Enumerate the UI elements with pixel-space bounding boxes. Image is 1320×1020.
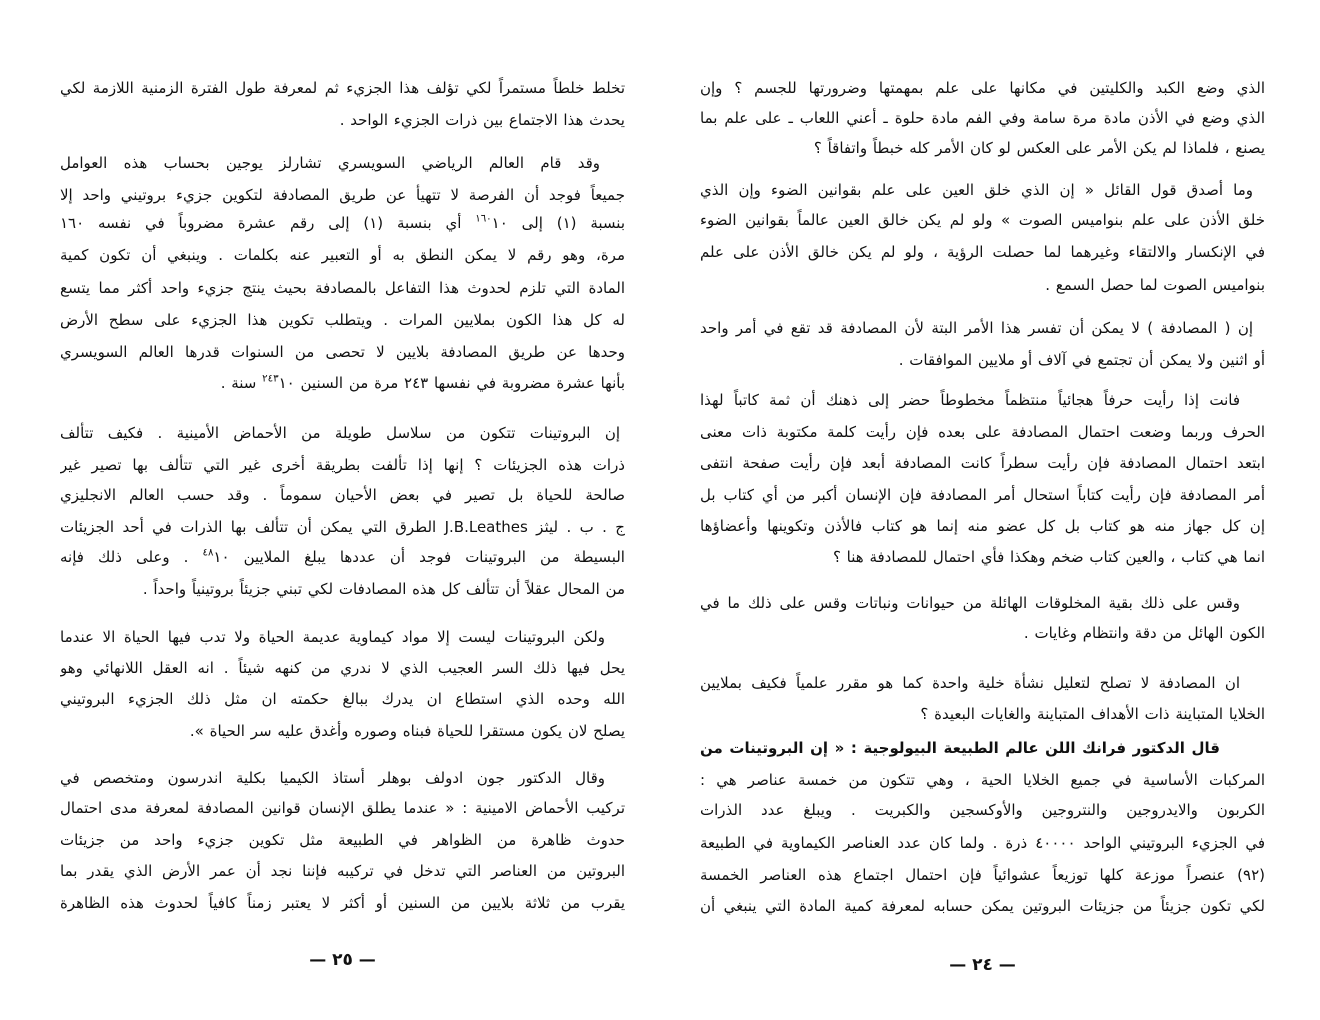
text-line (60, 368, 625, 398)
text-line (60, 208, 625, 238)
text-line: انما هي كتاب ، والعين كتاب ضخم وهكذا فأي احتمال للمصادفة هنا ؟ (832, 548, 1265, 566)
text-line: المادة التي تلزم لحدوث هذا التفاعل بالمصادفة بحيث ينتج جزيء واحد أكثر مما يتسع (60, 279, 625, 297)
text-line: صالحة للحياة بل تصير في بعض الأحيان سموماً . وقد حسب العالم الانجليزي (60, 486, 625, 504)
text-segment: البسيطة من البروتينات فوجد أن عددها يبلغ الملايين (243, 548, 625, 566)
text-line: الله وحده الذي استطاع ان يدرك ببالغ حكمته ان مثل ذلك الجزيء البروتيني (60, 690, 625, 708)
text-line: الكربون والايدروجين والنتروجين والأوكسجين والكبريت . ويبلغ عدد الذرات (700, 801, 1265, 819)
text-line: الكون الهائل من دقة وانتظام وغايات . (1023, 624, 1265, 642)
text-line: قال الدكتور فرانك اللن عالم الطبيعة البيولوجية : « إن البروتينات من (700, 739, 1220, 757)
text-line: تركيب الأحماض الامينية : « عندما يطلق الإنسان قوانين المصادفة لمعرفة مدى احتمال (60, 799, 625, 817)
text-segment: سنة . (220, 374, 257, 392)
text-line: الذي وضع الكبد والكليتين في مكانها على علم بمهمتها وضرورتها للجسم ؟ وإن (700, 79, 1265, 97)
text-line: فانت إذا رأيت حرفاً هجائياً منتظماً مخطوطاً حضر إلى ذهنك أن ثمة كاتباً لهذا (700, 391, 1240, 409)
text-line: حدوث ظاهرة من الظواهر في الطبيعة مثل تكوين جزيء واحد من جزيئات (60, 831, 625, 849)
text-line: لكي تكون جزيئاً من جزيئات البروتين يمكن حسابه لمعرفة كمية المادة التي ينبغي أن (700, 897, 1265, 915)
text-segment: بنسبة (١) إلى (521, 214, 625, 232)
exponent: ٢٤٣ (262, 373, 279, 385)
text-line: المركبات الأساسية في جميع الخلايا الحية ، وهي تتكون من خمسة عناصر هي : (700, 771, 1265, 789)
text-line: من المحال عقلاً أن تتألف كل هذه المصادفات لكي تبني جزيئاً بروتينياً واحداً . (142, 580, 625, 598)
text-line: له كل هذا الكون بملايين المرات . ويتطلب تكوين هذا الجزيء على سطح الأرض (60, 311, 625, 329)
exponent-base: ١٠ (278, 374, 295, 392)
text-line: أمر المصادفة فإن رأيت كتاباً استحال أمر المصادفة فإن الإنسان أكبر من أي كتاب بل (700, 486, 1265, 504)
left-page (60, 0, 625, 1020)
page-number: — ٢٤ — (949, 955, 1016, 975)
text-line: مرة، وهو رقم لا يمكن النطق به أو التعبير عنه بكلمات . وينبغي أن تكون كمية (60, 246, 625, 264)
text-line: إن كل جهاز منه هو كتاب بل كل عضو منه إنما هو كتاب فالأذن وتكوينها وأعضاؤها (700, 517, 1265, 535)
exponent: ١٦٠ (475, 213, 492, 225)
text-line: وما أصدق قول القائل « إن الذي خلق العين على علم بقوانين الضوء وإن الذي (700, 181, 1253, 199)
text-line: وقد قام العالم الرياضي السويسري تشارلز يوجين بحساب هذه العوامل (60, 154, 600, 172)
exponent: ٤٨ (202, 547, 214, 559)
text-line: ابتعد احتمال المصادفة فإن رأيت سطراً كانت المصادفة أبعد فإن رأيت صفحة انتفى (700, 454, 1265, 472)
exponent-base: ١٠ (213, 548, 230, 566)
text-line: البروتين من العناصر التي تدخل في تركيبه فإننا نجد أن عمر الأرض الذي يقدر بما (60, 862, 625, 880)
text-line: خلق الأذن على علم بنواميس الصوت » ولو لم يكن خالق العين عالماً بقوانين الضوء (700, 211, 1265, 229)
text-line: إن ( المصادفة ) لا يمكن أن تفسر هذا الأمر البتة لأن المصادفة قد تقع في أمر واحد (700, 319, 1253, 337)
right-page (700, 0, 1265, 1020)
text-line: وحدها عن طريق المصادفة بلايين لا تحصى من السنوات قدرها العالم السويسري (60, 343, 625, 361)
text-line: في الجزيء البروتيني الواحد ٤٠٠٠٠ ذرة . ولما كان عدد العناصر الكيماوية في الطبيعة (700, 834, 1265, 852)
page-number: — ٢٥ — (309, 950, 376, 970)
text-line (60, 542, 625, 572)
text-line: يحل فيها ذلك السر العجيب الذي لا ندري من كنهه شيئاً . انه العقل اللانهائي وهو (60, 659, 625, 677)
text-segment: بأنها عشرة مضروبة في نفسها ٢٤٣ مرة من السنين (300, 374, 625, 392)
text-line: يقرب من ثلاثة بلايين من السنين أو أكثر لا يعتبر زمناً كافياً لحدوث هذه الظاهرة (60, 894, 625, 912)
text-line: في الإنكسار والالتقاء وغيرهما لما حصلت الرؤية ، ولو لم يكن خالق الأذن على علم (700, 243, 1265, 261)
text-line: جميعاً فوجد أن الفرصة لا تتهيأ عن طريق المصادفة لتكوين جزيء بروتيني واحد إلا (60, 186, 625, 204)
text-line: ج . ب . ليثز J.B.Leathes الطرق التي يمكن أن تتألف بها الذرات في أحد الجزيئات (60, 518, 625, 536)
text-line: يصنع ، فلماذا لم يكن الأمر على العكس لو كان الأمر كله خبطاً واتفاقاً ؟ (813, 139, 1265, 157)
text-line: الحرف وربما وضعت احتمال المصادفة على بعده فإن رأيت كلمة مكتوبة ذات معنى (700, 423, 1265, 441)
text-line: تخلط خلطاً مستمراً لكي تؤلف هذا الجزيء ثم لمعرفة طول الفترة الزمنية اللازمة لكي (60, 79, 625, 97)
text-line: الخلايا المتباينة ذات الأهداف المتباينة والغايات البعيدة ؟ (920, 705, 1265, 723)
text-line: يحدث هذا الاجتماع بين ذرات الجزيء الواحد . (339, 111, 625, 129)
text-line: أو اثنين ولا يمكن أن تجتمع في آلاف أو ملايين الموافقات . (898, 351, 1265, 369)
text-line: ان المصادفة لا تصلح لتعليل نشأة خلية واحدة كما هو مقرر علمياً فكيف بملايين (700, 674, 1240, 692)
text-line: بنواميس الصوت لما حصل السمع . (1045, 276, 1265, 294)
text-line: وقال الدكتور جون ادولف بوهلر أستاذ الكيميا بكلية اندرسون ومتخصص في (60, 769, 605, 787)
text-line: يصلح لان يكون مستقرا للحياة فبناه وصوره وأغدق عليه سر الحياة ». (189, 722, 625, 740)
text-line: إن البروتينات تتكون من سلاسل طويلة من الأحماض الأمينية . فكيف تتألف (60, 424, 620, 442)
text-segment: أي بنسبة (١) إلى رقم عشرة مضروباً في نفسه ١٦٠ (60, 214, 462, 232)
exponent-base: ١٠ (491, 214, 508, 232)
text-line: وقس على ذلك بقية المخلوقات الهائلة من حيوانات ونباتات وقس على ذلك ما في (700, 594, 1240, 612)
text-line: (٩٢) عنصراً موزعة كلها توزيعاً عشوائياً فإن احتمال اجتماع هذه العناصر الخمسة (700, 866, 1265, 884)
text-line: ولكن البروتينات ليست إلا مواد كيماوية عديمة الحياة ولا تدب فيها الحياة الا عندما (60, 628, 605, 646)
text-segment: . وعلى ذلك فإنه (60, 548, 189, 566)
text-line: ذرات هذه الجزيئات ؟ إنها إذا تألفت بطريقة أخرى غير التي تتألف بها تصير غير (60, 456, 625, 474)
text-line: الذي وضع في الأذن مادة مرة سامة وفي الفم مادة حلوة ـ أعني اللعاب ـ على علم بما (700, 109, 1265, 127)
